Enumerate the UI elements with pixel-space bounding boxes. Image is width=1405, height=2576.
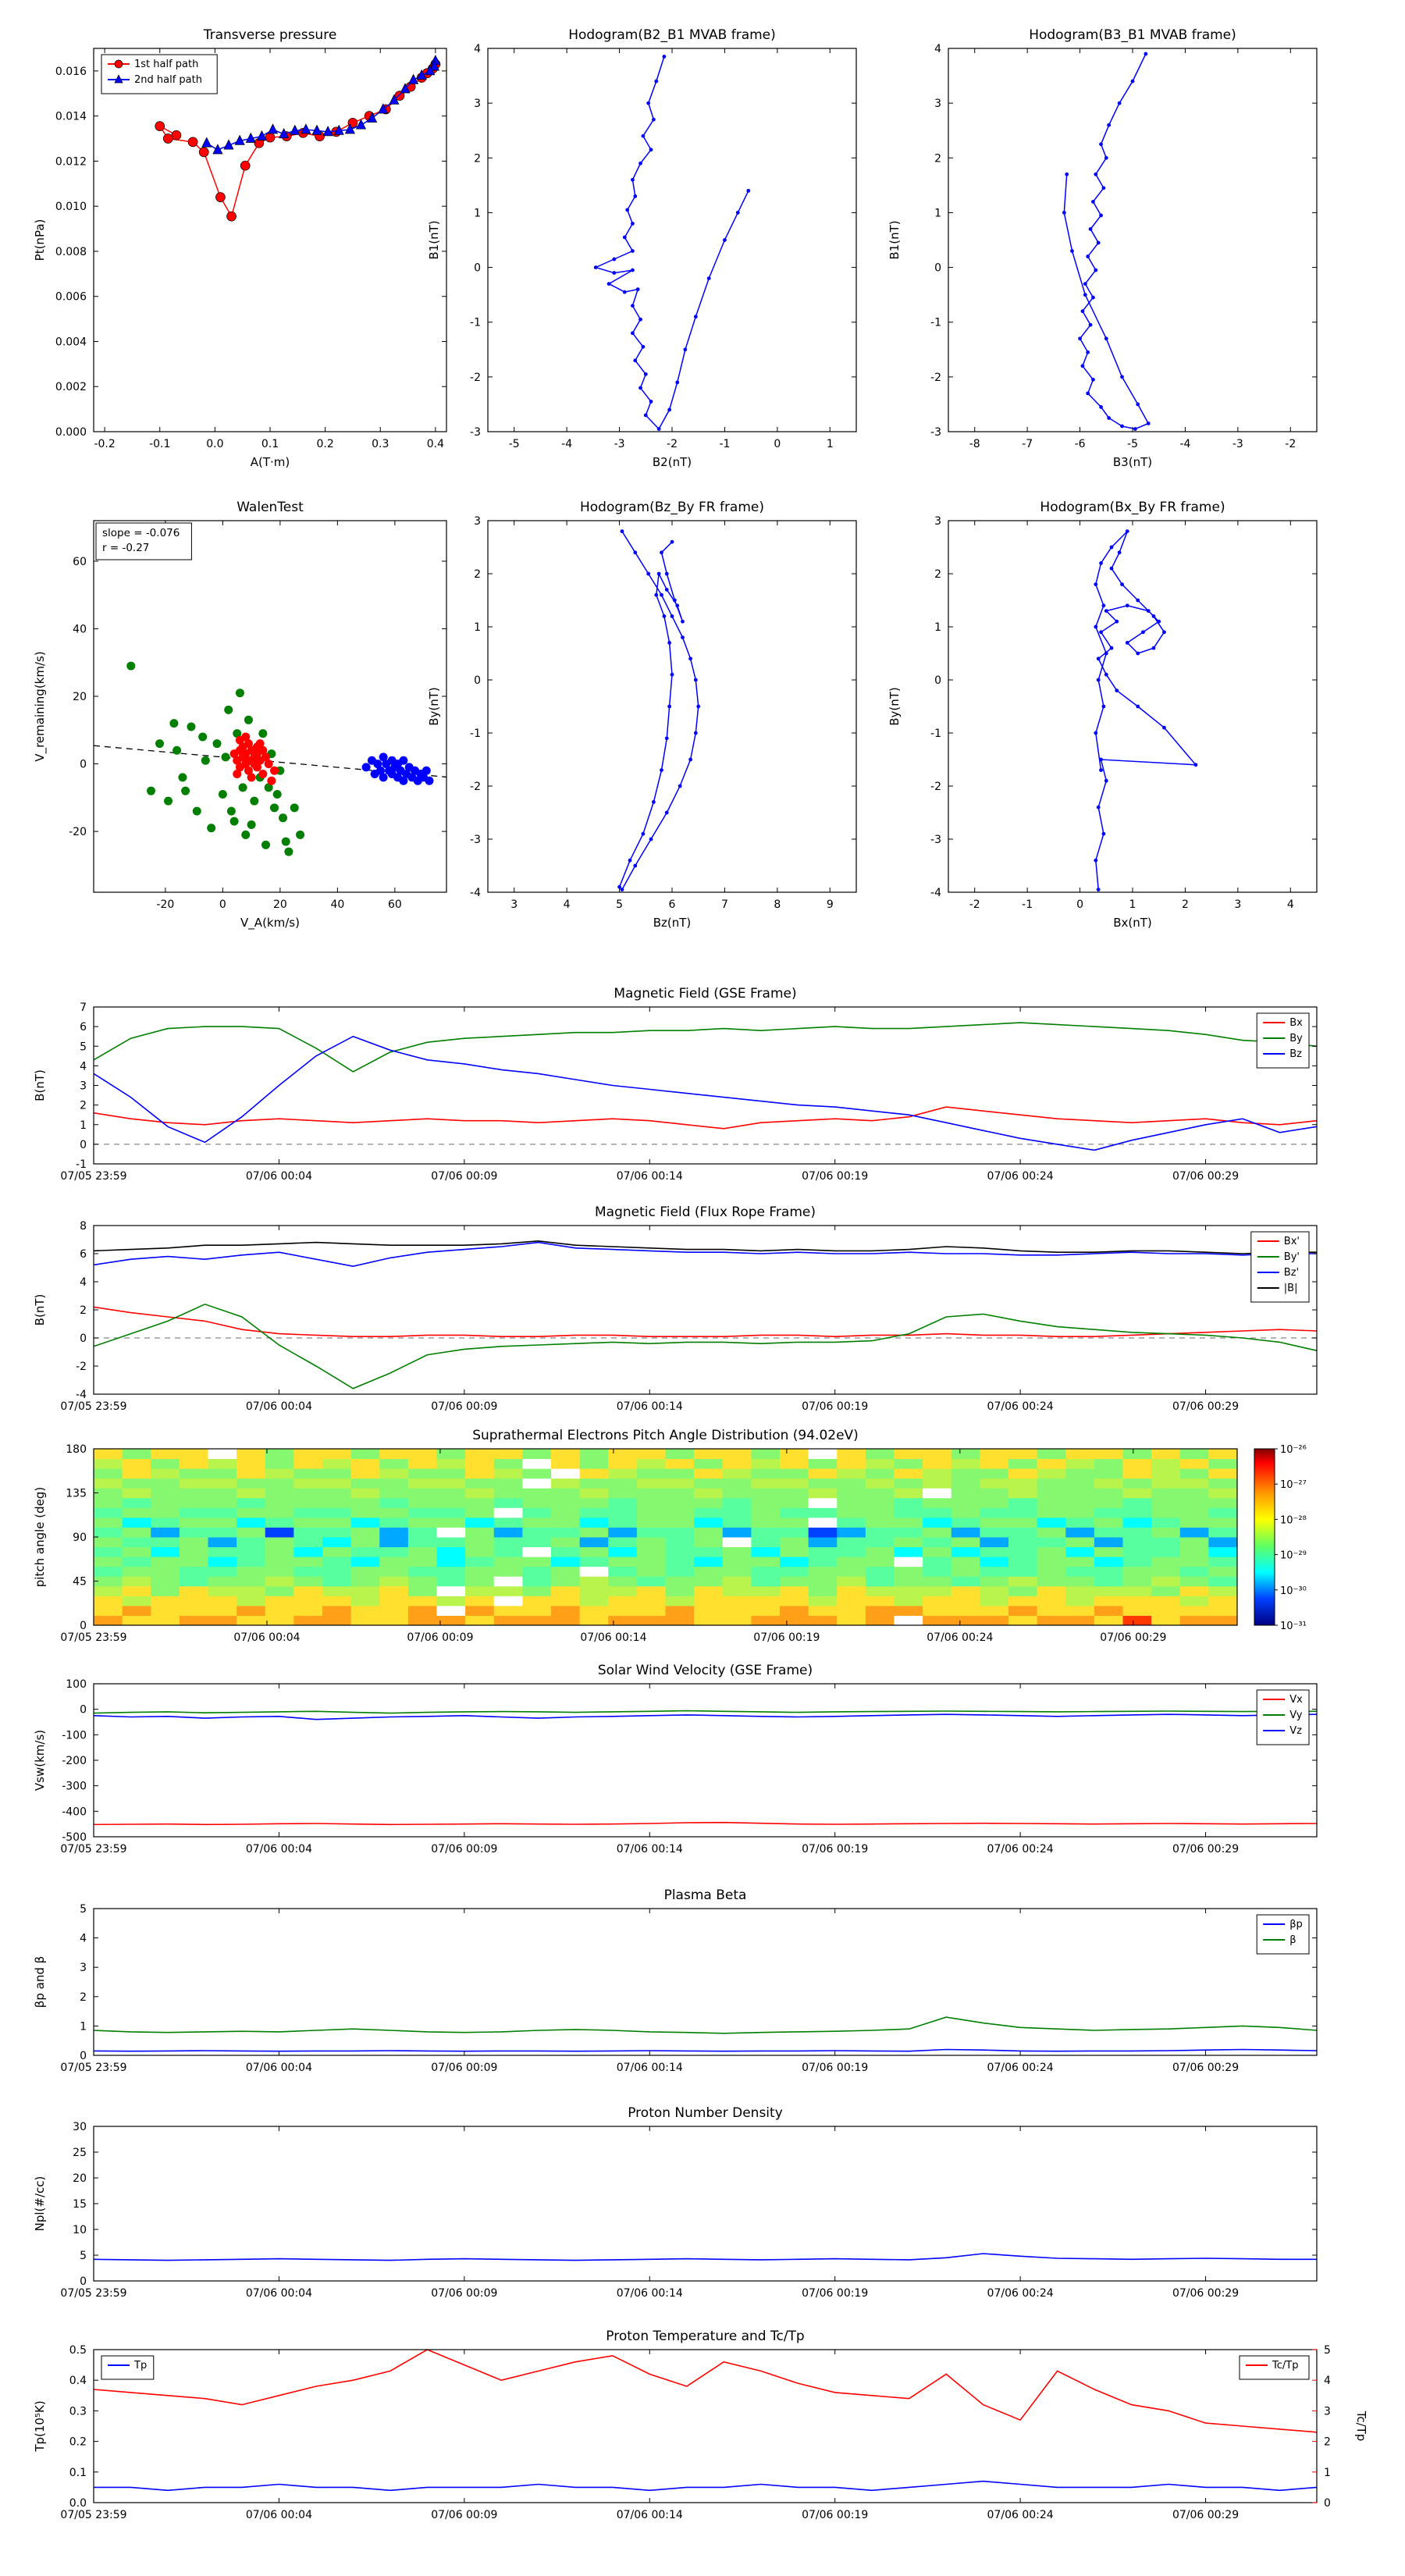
svg-text:07/06 00:14: 07/06 00:14 — [580, 1631, 647, 1644]
svg-text:By(nT): By(nT) — [887, 687, 902, 726]
chart-hodogram-bz-by — [418, 488, 870, 933]
svg-text:3: 3 — [934, 98, 941, 111]
svg-text:0.4: 0.4 — [69, 2375, 87, 2388]
svg-text:8: 8 — [774, 898, 781, 911]
svg-text:07/06 00:04: 07/06 00:04 — [245, 2062, 313, 2074]
svg-text:Suprathermal Electrons Pitch A: Suprathermal Electrons Pitch Angle Distribution (94.02eV) — [472, 1428, 859, 1443]
svg-text:2nd half path: 2nd half path — [134, 74, 202, 86]
svg-text:3: 3 — [80, 1962, 87, 1975]
svg-text:07/06 00:29: 07/06 00:29 — [1172, 1170, 1240, 1183]
svg-text:07/05 23:59: 07/05 23:59 — [60, 1400, 127, 1413]
chart-hodogram-b2-b1 — [418, 16, 870, 472]
svg-text:45: 45 — [73, 1575, 87, 1589]
svg-text:βp: βp — [1289, 1919, 1303, 1930]
svg-text:0: 0 — [80, 1620, 87, 1632]
svg-text:Hodogram(B3_B1 MVAB frame): Hodogram(B3_B1 MVAB frame) — [1029, 27, 1236, 43]
svg-text:-2: -2 — [930, 781, 941, 793]
svg-text:-400: -400 — [62, 1806, 87, 1819]
chart-plasma-beta — [23, 1876, 1331, 2096]
svg-text:07/05 23:59: 07/05 23:59 — [60, 1843, 127, 1856]
svg-text:-1: -1 — [930, 316, 941, 329]
svg-text:5: 5 — [80, 2250, 87, 2262]
svg-text:07/06 00:04: 07/06 00:04 — [245, 1843, 313, 1856]
svg-text:Hodogram(Bx_By FR frame): Hodogram(Bx_By FR frame) — [1040, 500, 1225, 515]
svg-text:0.006: 0.006 — [55, 290, 87, 304]
svg-text:0: 0 — [80, 758, 87, 771]
svg-text:-0.1: -0.1 — [149, 438, 171, 450]
svg-text:40: 40 — [73, 623, 87, 636]
svg-text:60: 60 — [73, 555, 87, 568]
svg-text:Tc/Tp: Tc/Tp — [1272, 2360, 1299, 2371]
svg-text:0: 0 — [80, 1138, 87, 1151]
svg-text:07/06 00:29: 07/06 00:29 — [1172, 2509, 1240, 2521]
svg-text:0: 0 — [80, 1332, 87, 1345]
svg-text:0.008: 0.008 — [55, 245, 87, 258]
svg-text:07/05 23:59: 07/05 23:59 — [60, 2062, 127, 2074]
svg-text:07/05 23:59: 07/05 23:59 — [60, 2509, 127, 2521]
svg-text:Vy: Vy — [1289, 1710, 1303, 1721]
svg-text:3: 3 — [474, 98, 481, 111]
svg-text:0.1: 0.1 — [69, 2466, 87, 2479]
svg-text:-2: -2 — [969, 898, 980, 911]
svg-text:0: 0 — [1076, 898, 1084, 911]
svg-text:0.000: 0.000 — [55, 426, 87, 439]
svg-text:WalenTest: WalenTest — [237, 500, 304, 515]
svg-text:0: 0 — [219, 898, 226, 911]
svg-text:0: 0 — [80, 2050, 87, 2062]
svg-text:07/06 00:24: 07/06 00:24 — [927, 1631, 994, 1644]
svg-text:B3(nT): B3(nT) — [1112, 455, 1153, 469]
svg-text:-3: -3 — [930, 834, 941, 846]
svg-text:Bx: Bx — [1289, 1017, 1303, 1029]
svg-text:6: 6 — [80, 1248, 87, 1261]
svg-text:07/06 00:19: 07/06 00:19 — [802, 2062, 869, 2074]
chart-proton-temperature — [23, 2317, 1368, 2543]
svg-text:2: 2 — [474, 152, 481, 165]
svg-text:B1(nT): B1(nT) — [887, 220, 902, 260]
svg-text:15: 15 — [73, 2198, 87, 2211]
svg-text:0.004: 0.004 — [55, 336, 87, 349]
svg-text:90: 90 — [73, 1532, 87, 1544]
svg-text:0.014: 0.014 — [55, 110, 87, 123]
svg-text:07/05 23:59: 07/05 23:59 — [60, 1631, 127, 1644]
svg-text:2: 2 — [934, 152, 941, 165]
svg-text:07/05 23:59: 07/05 23:59 — [60, 2287, 127, 2300]
svg-text:-2: -2 — [76, 1361, 87, 1373]
svg-text:07/06 00:24: 07/06 00:24 — [987, 2062, 1054, 2074]
svg-text:5: 5 — [80, 1041, 87, 1054]
svg-text:2: 2 — [1181, 898, 1189, 911]
svg-text:3: 3 — [1324, 2405, 1331, 2418]
svg-text:4: 4 — [1324, 2375, 1331, 2388]
svg-text:0: 0 — [934, 262, 941, 275]
svg-text:Vx: Vx — [1289, 1694, 1303, 1706]
svg-text:Tc/Tp: Tc/Tp — [1354, 2411, 1368, 2442]
svg-text:07/06 00:14: 07/06 00:14 — [616, 2287, 683, 2300]
svg-text:-200: -200 — [62, 1755, 87, 1767]
svg-text:A(T·m): A(T·m) — [250, 455, 290, 469]
svg-text:40: 40 — [330, 898, 345, 911]
svg-text:07/06 00:29: 07/06 00:29 — [1100, 1631, 1167, 1644]
svg-text:r = -0.27: r = -0.27 — [102, 542, 150, 554]
svg-text:9: 9 — [826, 898, 834, 911]
svg-text:0.002: 0.002 — [55, 381, 87, 394]
svg-text:07/06 00:24: 07/06 00:24 — [987, 1170, 1054, 1183]
svg-text:07/06 00:09: 07/06 00:09 — [431, 1170, 498, 1183]
svg-text:1: 1 — [474, 207, 481, 220]
svg-text:10⁻²⁸: 10⁻²⁸ — [1280, 1514, 1307, 1527]
svg-text:4: 4 — [934, 43, 941, 55]
svg-text:0.012: 0.012 — [55, 155, 87, 169]
svg-text:07/06 00:29: 07/06 00:29 — [1172, 1843, 1240, 1856]
svg-text:1st half path: 1st half path — [134, 59, 199, 70]
svg-text:4: 4 — [80, 1932, 87, 1945]
chart-pitch-angle-heatmap — [23, 1416, 1331, 1666]
svg-text:Bz(nT): Bz(nT) — [653, 916, 692, 930]
svg-text:0: 0 — [774, 438, 781, 450]
svg-text:180: 180 — [66, 1443, 87, 1456]
svg-text:-20: -20 — [156, 898, 175, 911]
svg-text:0.0: 0.0 — [206, 438, 224, 450]
svg-text:Bz: Bz — [1289, 1048, 1302, 1060]
svg-text:07/06 00:29: 07/06 00:29 — [1172, 2287, 1240, 2300]
svg-text:0.0: 0.0 — [69, 2497, 87, 2510]
svg-text:-7: -7 — [1022, 438, 1033, 450]
svg-text:Bx(nT): Bx(nT) — [1113, 916, 1152, 930]
svg-text:1: 1 — [934, 621, 941, 634]
svg-text:1: 1 — [1324, 2466, 1331, 2479]
svg-text:07/06 00:09: 07/06 00:09 — [431, 1400, 498, 1413]
svg-text:100: 100 — [66, 1678, 87, 1691]
svg-text:1: 1 — [80, 1119, 87, 1132]
svg-text:-1: -1 — [470, 728, 481, 740]
svg-text:8: 8 — [80, 1220, 87, 1233]
svg-text:6: 6 — [80, 1021, 87, 1034]
svg-text:-1: -1 — [1022, 898, 1033, 911]
chart-hodogram-b3-b1 — [878, 16, 1331, 472]
svg-text:4: 4 — [474, 43, 481, 55]
svg-text:0.3: 0.3 — [69, 2405, 87, 2418]
svg-text:07/06 00:19: 07/06 00:19 — [802, 2287, 869, 2300]
svg-text:Magnetic Field (GSE Frame): Magnetic Field (GSE Frame) — [614, 986, 797, 1002]
svg-text:07/06 00:04: 07/06 00:04 — [245, 1400, 313, 1413]
svg-text:-2: -2 — [930, 371, 941, 384]
svg-text:Hodogram(B2_B1 MVAB frame): Hodogram(B2_B1 MVAB frame) — [568, 27, 776, 43]
svg-text:3: 3 — [1234, 898, 1242, 911]
svg-text:-5: -5 — [508, 438, 520, 450]
svg-text:Bx': Bx' — [1283, 1236, 1300, 1247]
svg-text:Pt(nPa): Pt(nPa) — [33, 219, 47, 262]
svg-text:0: 0 — [474, 262, 481, 275]
svg-text:07/06 00:19: 07/06 00:19 — [802, 2509, 869, 2521]
svg-text:07/05 23:59: 07/05 23:59 — [60, 1170, 127, 1183]
svg-text:07/06 00:24: 07/06 00:24 — [987, 1400, 1054, 1413]
svg-text:07/06 00:19: 07/06 00:19 — [802, 1843, 869, 1856]
svg-text:-3: -3 — [470, 426, 481, 439]
svg-text:Npl(#/cc): Npl(#/cc) — [33, 2176, 47, 2232]
svg-text:-4: -4 — [1179, 438, 1191, 450]
svg-text:60: 60 — [387, 898, 402, 911]
svg-text:-1: -1 — [470, 316, 481, 329]
svg-text:1: 1 — [934, 207, 941, 220]
svg-text:0: 0 — [474, 674, 481, 687]
svg-text:-3: -3 — [614, 438, 625, 450]
svg-text:0: 0 — [934, 674, 941, 687]
svg-text:0.5: 0.5 — [69, 2344, 87, 2357]
svg-text:0.1: 0.1 — [261, 438, 279, 450]
svg-text:5: 5 — [1324, 2344, 1331, 2357]
svg-text:07/06 00:14: 07/06 00:14 — [616, 2062, 683, 2074]
svg-text:Tp(10⁵K): Tp(10⁵K) — [33, 2400, 47, 2452]
svg-text:3: 3 — [474, 515, 481, 528]
svg-text:-100: -100 — [62, 1729, 87, 1742]
svg-text:0: 0 — [80, 1703, 87, 1717]
svg-text:10⁻³¹: 10⁻³¹ — [1280, 1621, 1307, 1632]
svg-text:20: 20 — [73, 691, 87, 704]
svg-text:7: 7 — [720, 898, 728, 911]
svg-text:07/06 00:09: 07/06 00:09 — [431, 1843, 498, 1856]
svg-text:07/06 00:04: 07/06 00:04 — [245, 1170, 313, 1183]
svg-text:4: 4 — [1286, 898, 1294, 911]
svg-text:-4: -4 — [930, 887, 941, 899]
svg-text:07/06 00:29: 07/06 00:29 — [1172, 2062, 1240, 2074]
svg-text:135: 135 — [66, 1487, 87, 1500]
svg-text:-20: -20 — [69, 826, 87, 839]
chart-transverse-pressure — [23, 16, 461, 472]
svg-text:B2(nT): B2(nT) — [652, 455, 692, 469]
svg-text:Plasma Beta: Plasma Beta — [663, 1888, 747, 1903]
svg-text:-1: -1 — [930, 728, 941, 740]
svg-text:07/06 00:19: 07/06 00:19 — [802, 1170, 869, 1183]
svg-text:Vsw(km/s): Vsw(km/s) — [33, 1729, 47, 1791]
svg-text:-3: -3 — [1232, 438, 1243, 450]
svg-text:07/06 00:24: 07/06 00:24 — [987, 1843, 1054, 1856]
svg-text:3: 3 — [510, 898, 518, 911]
svg-text:B(nT): B(nT) — [33, 1069, 47, 1101]
svg-text:|B|: |B| — [1283, 1283, 1298, 1294]
svg-text:By: By — [1289, 1033, 1303, 1044]
svg-text:B1(nT): B1(nT) — [427, 220, 441, 260]
svg-text:-3: -3 — [930, 426, 941, 439]
svg-text:-2: -2 — [667, 438, 678, 450]
svg-text:07/06 00:14: 07/06 00:14 — [616, 1170, 683, 1183]
svg-text:10: 10 — [73, 2224, 87, 2236]
svg-text:5: 5 — [80, 1903, 87, 1916]
svg-text:0.3: 0.3 — [372, 438, 389, 450]
svg-text:-300: -300 — [62, 1780, 87, 1793]
svg-text:-2: -2 — [1285, 438, 1297, 450]
svg-text:Bz': Bz' — [1283, 1267, 1300, 1279]
svg-text:4: 4 — [80, 1276, 87, 1289]
svg-text:V_A(km/s): V_A(km/s) — [240, 916, 300, 930]
svg-text:07/06 00:09: 07/06 00:09 — [407, 1631, 474, 1644]
chart-bfield-gse — [23, 974, 1331, 1204]
svg-text:10⁻²⁷: 10⁻²⁷ — [1280, 1479, 1307, 1492]
svg-text:-2: -2 — [470, 781, 481, 793]
svg-text:3: 3 — [80, 1080, 87, 1093]
svg-text:Transverse pressure: Transverse pressure — [203, 27, 337, 43]
svg-text:07/06 00:09: 07/06 00:09 — [431, 2509, 498, 2521]
svg-text:5: 5 — [616, 898, 624, 911]
svg-text:Solar Wind Velocity (GSE Frame: Solar Wind Velocity (GSE Frame) — [597, 1663, 813, 1678]
chart-proton-density — [23, 2094, 1331, 2322]
svg-text:07/06 00:09: 07/06 00:09 — [431, 2287, 498, 2300]
svg-text:20: 20 — [73, 2172, 87, 2185]
svg-text:Proton Temperature and Tc/Tp: Proton Temperature and Tc/Tp — [606, 2329, 805, 2344]
svg-text:0: 0 — [80, 2275, 87, 2288]
svg-text:3: 3 — [934, 515, 941, 528]
svg-text:-4: -4 — [561, 438, 573, 450]
svg-text:1: 1 — [80, 2020, 87, 2033]
svg-text:0.016: 0.016 — [55, 65, 87, 78]
svg-text:-1: -1 — [719, 438, 731, 450]
svg-text:4: 4 — [80, 1060, 87, 1073]
svg-text:-0.2: -0.2 — [94, 438, 116, 450]
svg-text:V_remaining(km/s): V_remaining(km/s) — [33, 651, 47, 762]
svg-text:1: 1 — [826, 438, 834, 450]
svg-text:Hodogram(Bz_By FR frame): Hodogram(Bz_By FR frame) — [579, 500, 765, 515]
svg-text:6: 6 — [668, 898, 676, 911]
svg-text:0.4: 0.4 — [426, 438, 445, 450]
svg-text:07/06 00:14: 07/06 00:14 — [616, 1400, 683, 1413]
svg-text:2: 2 — [474, 568, 481, 581]
svg-text:By(nT): By(nT) — [427, 687, 441, 726]
svg-text:2: 2 — [1324, 2435, 1331, 2449]
svg-text:07/06 00:24: 07/06 00:24 — [987, 2287, 1054, 2300]
svg-text:1: 1 — [1129, 898, 1136, 911]
svg-text:0.010: 0.010 — [55, 201, 87, 214]
svg-text:slope = -0.076: slope = -0.076 — [102, 527, 180, 539]
svg-text:07/06 00:14: 07/06 00:14 — [616, 1843, 683, 1856]
svg-text:0: 0 — [1324, 2497, 1331, 2510]
svg-text:-5: -5 — [1127, 438, 1138, 450]
svg-text:-1: -1 — [76, 1158, 87, 1171]
svg-text:2: 2 — [80, 1099, 87, 1112]
svg-text:2: 2 — [934, 568, 941, 581]
svg-text:07/06 00:04: 07/06 00:04 — [245, 2509, 313, 2521]
svg-text:-4: -4 — [76, 1389, 87, 1401]
chart-hodogram-bx-by — [878, 488, 1331, 933]
svg-text:25: 25 — [73, 2147, 87, 2159]
chart-solar-wind-velocity — [23, 1651, 1331, 1877]
svg-text:1: 1 — [474, 621, 481, 634]
svg-text:β: β — [1289, 1934, 1297, 1946]
svg-text:βp and β: βp and β — [33, 1955, 47, 2008]
svg-text:B(nT): B(nT) — [33, 1293, 47, 1326]
svg-text:Tp: Tp — [134, 2360, 148, 2371]
svg-text:Magnetic Field (Flux Rope Fram: Magnetic Field (Flux Rope Frame) — [595, 1204, 816, 1220]
svg-text:10⁻²⁹: 10⁻²⁹ — [1280, 1550, 1307, 1562]
svg-text:07/06 00:24: 07/06 00:24 — [987, 2509, 1054, 2521]
svg-text:0.2: 0.2 — [316, 438, 334, 450]
chart-bfield-flux-rope — [23, 1193, 1331, 1435]
svg-text:-4: -4 — [470, 887, 481, 899]
svg-text:7: 7 — [80, 1002, 87, 1014]
svg-text:2: 2 — [80, 1991, 87, 2004]
svg-text:-500: -500 — [62, 1831, 87, 1844]
svg-text:-8: -8 — [969, 438, 980, 450]
chart-walen-test — [23, 488, 461, 933]
svg-text:10⁻²⁶: 10⁻²⁶ — [1280, 1444, 1307, 1456]
svg-text:pitch angle (deg): pitch angle (deg) — [33, 1486, 47, 1588]
svg-text:10⁻³⁰: 10⁻³⁰ — [1280, 1585, 1307, 1597]
svg-text:07/06 00:19: 07/06 00:19 — [753, 1631, 820, 1644]
svg-text:-6: -6 — [1074, 438, 1086, 450]
svg-text:07/06 00:04: 07/06 00:04 — [233, 1631, 301, 1644]
svg-text:20: 20 — [272, 898, 287, 911]
svg-text:07/06 00:29: 07/06 00:29 — [1172, 1400, 1240, 1413]
svg-text:Vz: Vz — [1289, 1725, 1302, 1737]
svg-text:By': By' — [1283, 1251, 1300, 1263]
svg-text:2: 2 — [80, 1304, 87, 1317]
svg-text:07/06 00:14: 07/06 00:14 — [616, 2509, 683, 2521]
svg-text:07/06 00:19: 07/06 00:19 — [802, 1400, 869, 1413]
svg-text:07/06 00:04: 07/06 00:04 — [245, 2287, 313, 2300]
svg-text:Proton Number Density: Proton Number Density — [628, 2105, 783, 2121]
svg-text:0.2: 0.2 — [69, 2435, 87, 2449]
svg-text:-3: -3 — [470, 834, 481, 846]
svg-text:30: 30 — [73, 2121, 87, 2133]
svg-text:-2: -2 — [470, 371, 481, 384]
svg-text:4: 4 — [563, 898, 571, 911]
svg-text:07/06 00:09: 07/06 00:09 — [431, 2062, 498, 2074]
